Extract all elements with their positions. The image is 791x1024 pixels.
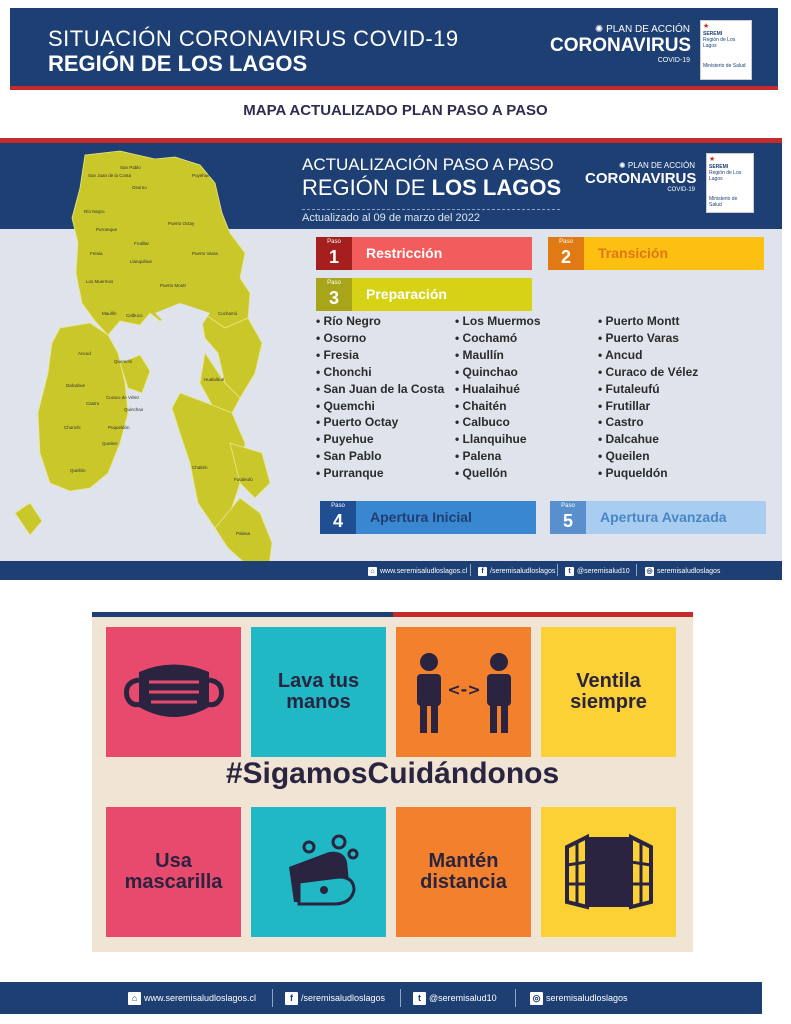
step-3 — [316, 278, 532, 311]
map-label: Palena — [236, 531, 251, 536]
comuna-item: • Curaco de Vélez — [598, 364, 698, 381]
banner-title-line1: SITUACIÓN CORONAVIRUS COVID-19 — [48, 26, 459, 51]
map-header-line1: ACTUALIZACIÓN PASO A PASO — [302, 155, 554, 174]
top-banner — [10, 8, 778, 90]
page-subtitle: MAPA ACTUALIZADO PLAN PASO A PASO — [243, 102, 548, 119]
map-label: Llanquihue — [130, 259, 153, 264]
comuna-item: • Purranque — [316, 465, 444, 482]
divider — [515, 989, 516, 1007]
chile-star-icon: ★ — [709, 156, 716, 163]
map-label: Quinchao — [124, 407, 144, 412]
instagram-icon: ◎ — [530, 992, 543, 1005]
map-label: Puqueldón — [108, 425, 130, 430]
step-5 — [550, 501, 766, 534]
map-label: Hualaihué — [204, 377, 225, 382]
bottom-footer — [0, 982, 762, 1014]
step-4-label: Apertura Inicial — [356, 501, 536, 534]
step-4-number: Paso 4 — [320, 501, 356, 534]
comuna-item: • Ancud — [598, 347, 698, 364]
lava-tile: Lava tus manos — [251, 627, 386, 757]
comunas-column-3 — [598, 313, 698, 482]
map-header-line2: REGIÓN DE LOS LAGOS — [302, 175, 562, 200]
map-label: Chaitén — [192, 465, 208, 470]
seremi-logo-small: ★ SEREMI Región de Los Lagos Ministerio de Salud — [706, 153, 754, 213]
map-label: Calbuco — [126, 313, 143, 318]
map-label: Ancud — [78, 351, 91, 356]
map-label: Futaleufú — [234, 477, 253, 482]
hashtag: #SigamosCuidándonos — [225, 757, 560, 790]
comuna-item: • Chaitén — [455, 398, 541, 415]
comuna-item: • Frutillar — [598, 398, 698, 415]
comuna-item: • Maullín — [455, 347, 541, 364]
step-5-number: Paso 5 — [550, 501, 586, 534]
comuna-item: • Fresia — [316, 347, 444, 364]
twitter-link[interactable]: t @seremisalud10 — [413, 991, 497, 1005]
distance-tile — [396, 627, 531, 757]
comuna-item: • Hualaihué — [455, 381, 541, 398]
instagram-link[interactable]: ◎ seremisaludloslagos — [530, 991, 628, 1005]
web-icon: ⌂ — [128, 992, 141, 1005]
divider — [470, 564, 471, 576]
twitter-icon: t — [413, 992, 426, 1005]
comuna-item: • Los Muermos — [455, 313, 541, 330]
window-tile — [541, 807, 676, 937]
seremi-logo: ★ SEREMI Región de Los Lagos Ministerio de Salud — [700, 20, 752, 80]
comuna-item: • Puyehue — [316, 431, 444, 448]
step-1-number: Paso 1 — [316, 237, 352, 270]
facebook-link[interactable]: f /seremisaludloslagos — [285, 991, 385, 1005]
comuna-item: • San Pablo — [316, 448, 444, 465]
chile-star-icon: ★ — [703, 23, 710, 30]
people-distance-icon — [404, 647, 524, 737]
usa-tile: Usa mascarilla — [106, 807, 241, 937]
virus-icon: ✺ — [618, 161, 626, 170]
map-label: San Juan de la Costa — [88, 173, 132, 178]
map-label: San Pablo — [120, 165, 141, 170]
map-label: Puerto Montt — [160, 283, 186, 288]
map-label: Puerto Octay — [168, 221, 195, 226]
comuna-item: • Quellón — [455, 465, 541, 482]
map-label: Puyehue — [192, 173, 210, 178]
map-label: Quemchi — [114, 359, 133, 364]
map-labels — [0, 143, 300, 580]
map-label: Purranque — [96, 227, 118, 232]
comuna-item: • Chonchi — [316, 364, 444, 381]
svg-text:<->: <-> — [446, 680, 481, 699]
twitter-icon: t — [565, 567, 574, 576]
banner-title-line2: REGIÓN DE LOS LAGOS — [48, 51, 308, 76]
map-label: Osorno — [132, 185, 147, 190]
comuna-item: • Río Negro — [316, 313, 444, 330]
comuna-item: • Castro — [598, 414, 698, 431]
step-3-number: Paso 3 — [316, 278, 352, 311]
map-label: Maullín — [102, 311, 117, 316]
map-label: Castro — [86, 401, 100, 406]
map-label: Fresia — [90, 251, 103, 256]
comuna-item: • Palena — [455, 448, 541, 465]
comuna-item: • Osorno — [316, 330, 444, 347]
window-icon — [559, 822, 659, 922]
plan-accion-logo: ✺ PLAN DE ACCIÓN CORONAVIRUS COVID-19 — [550, 24, 692, 64]
handwash-icon — [269, 822, 369, 922]
step-2 — [548, 237, 764, 270]
comuna-item: • Futaleufú — [598, 381, 698, 398]
instagram-link[interactable]: ◎ seremisaludloslagos — [646, 567, 721, 575]
step-2-label: Transición — [584, 237, 764, 270]
map-label: Chonchi — [64, 425, 81, 430]
mask-tile — [106, 627, 241, 757]
web-link[interactable]: ⌂ www.seremisaludloslagos.cl — [368, 564, 467, 578]
facebook-icon: f — [285, 992, 298, 1005]
divider — [400, 989, 401, 1007]
web-link[interactable]: ⌂ www.seremisaludloslagos.cl — [128, 991, 256, 1005]
comuna-item: • Queilen — [598, 448, 698, 465]
step-1-label: Restricción — [352, 237, 532, 270]
accent-bar — [393, 612, 694, 617]
step-3-label: Preparación — [352, 278, 532, 311]
comuna-item: • Quemchi — [316, 398, 444, 415]
map-label: Frutillar — [134, 241, 150, 246]
divider — [636, 564, 637, 576]
comuna-item: • Cochamó — [455, 330, 541, 347]
comuna-item: • Calbuco — [455, 414, 541, 431]
step-1 — [316, 237, 532, 270]
web-icon: ⌂ — [368, 567, 377, 576]
comuna-item: • Quinchao — [455, 364, 541, 381]
instagram-icon: ◎ — [646, 567, 653, 575]
facebook-link[interactable]: f /seremisaludloslagos — [478, 564, 555, 578]
ventila-tile: Ventila siempre — [541, 627, 676, 757]
map-footer — [0, 561, 782, 580]
comuna-item: • Puerto Varas — [598, 330, 698, 347]
updated-date: Actualizado al 09 de marzo del 2022 — [302, 209, 560, 224]
map-label: Puerto Varas — [192, 251, 218, 256]
virus-icon: ✺ — [594, 24, 604, 35]
divider — [557, 564, 558, 576]
comuna-item: • Dalcahue — [598, 431, 698, 448]
facebook-icon: f — [478, 567, 487, 576]
manten-tile: Mantén distancia — [396, 807, 531, 937]
map-label: Dalcahue — [66, 383, 86, 388]
comunas-column-1 — [316, 313, 444, 482]
comunas-column-2 — [455, 313, 541, 482]
map-label: Queilen — [102, 441, 118, 446]
comuna-item: • Puqueldón — [598, 465, 698, 482]
mask-icon — [119, 652, 229, 732]
comuna-item: • Puerto Octay — [316, 414, 444, 431]
step-4 — [320, 501, 536, 534]
map-label: Cochamó — [218, 311, 238, 316]
comuna-item: • Puerto Montt — [598, 313, 698, 330]
comuna-item: • San Juan de la Costa — [316, 381, 444, 398]
map-label: Quellón — [70, 468, 86, 473]
divider — [272, 989, 273, 1007]
twitter-link[interactable]: t @seremisalud10 — [565, 564, 630, 578]
step-5-label: Apertura Avanzada — [586, 501, 766, 534]
handwash-tile — [251, 807, 386, 937]
map-label: Río Negro — [84, 209, 105, 214]
plan-accion-logo-small: ✺ PLAN DE ACCIÓN CORONAVIRUS COVID-19 — [585, 161, 697, 193]
step-2-number: Paso 2 — [548, 237, 584, 270]
comuna-item: • Llanquihue — [455, 431, 541, 448]
map-label: Los Muermos — [86, 279, 114, 284]
map-label: Curaco de Vélez — [106, 395, 140, 400]
